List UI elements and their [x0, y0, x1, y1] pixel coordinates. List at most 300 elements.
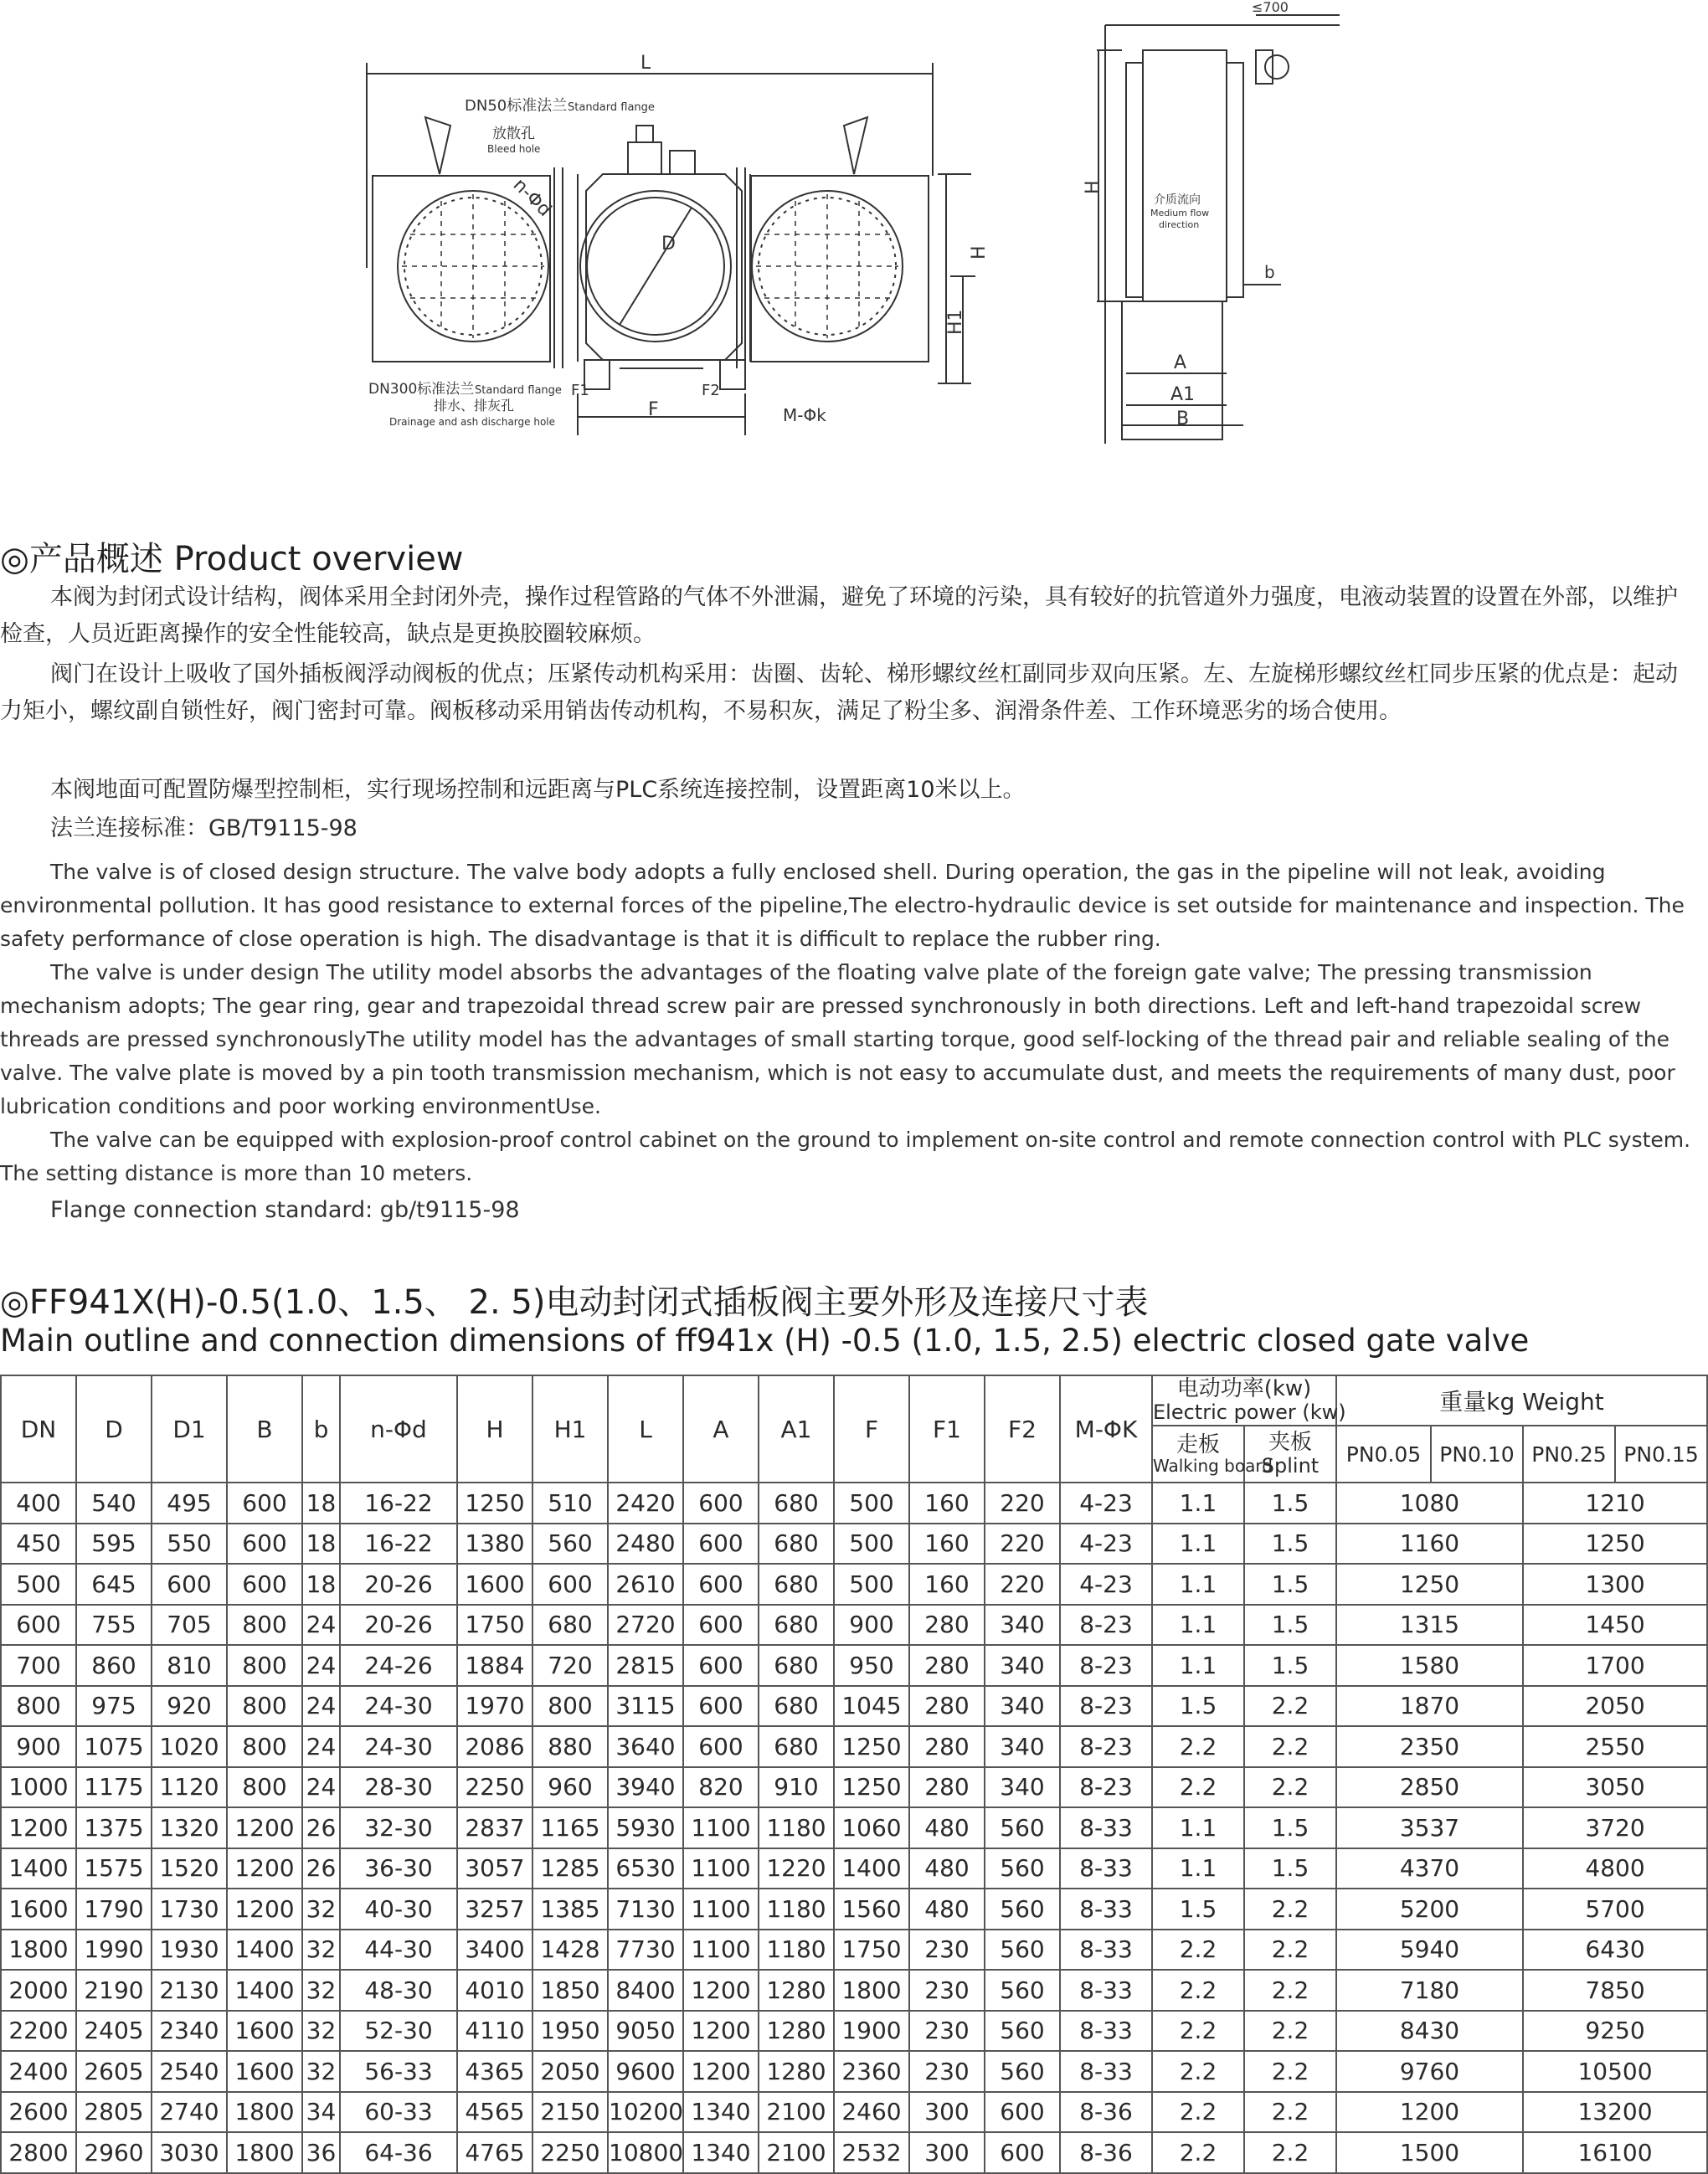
overview-cn-p1: 本阀为封闭式设计结构，阀体采用全封闭外壳，操作过程管路的气体不外泄漏，避免了环境的污染，具有较好的抗管道外力强度，电液动装置的设置在外部，以维护检查，人员近距离操作的安全性能较高，缺点是更换胶圈较麻烦。: [0, 584, 1678, 647]
table-cell: 4565: [457, 2092, 532, 2133]
pn-header: PN0.15: [1615, 1426, 1707, 1483]
table-cell: 4765: [457, 2132, 532, 2173]
table-cell: 24: [302, 1605, 340, 1646]
table-cell: 600: [227, 1564, 302, 1605]
table-cell: 680: [759, 1564, 834, 1605]
table-cell: 48-30: [340, 1970, 457, 2011]
technical-drawing: [0, 0, 1700, 502]
table-cell: 560: [985, 1889, 1060, 1930]
walking-board-cn: 走板: [1176, 1432, 1220, 1457]
table-cell: 860: [76, 1645, 152, 1686]
table-cell: 2815: [608, 1645, 683, 1686]
table-cell: 40-30: [340, 1889, 457, 1930]
table-cell: 480: [909, 1807, 985, 1848]
table-cell: 7180: [1336, 1970, 1523, 2011]
table-cell: 32: [302, 2051, 340, 2092]
table-cell: 2.2: [1244, 2132, 1336, 2173]
table-cell: 600: [683, 1645, 759, 1686]
table-cell: 1200: [227, 1848, 302, 1889]
table-cell: 2086: [457, 1726, 532, 1767]
overview-title: ◎产品概述 Product overview: [0, 540, 464, 578]
table-body: [1, 1483, 1707, 2173]
table-cell: 600: [1, 1605, 76, 1646]
table-cell: 2480: [608, 1524, 683, 1565]
table-cell: 2.2: [1244, 2051, 1336, 2092]
table-cell: 24-26: [340, 1645, 457, 1686]
table-cell: 3030: [152, 2132, 227, 2173]
table-row: [1, 1970, 1707, 2011]
table-cell: 950: [834, 1645, 909, 1686]
table-cell: 3640: [608, 1726, 683, 1767]
table-cell: 900: [834, 1605, 909, 1646]
table-cell: 2200: [1, 2011, 76, 2052]
table-row: [1, 1524, 1707, 1565]
table-cell: 8-23: [1060, 1767, 1152, 1808]
table-cell: 920: [152, 1686, 227, 1727]
dim-H1: H1: [945, 309, 966, 335]
table-cell: 3940: [608, 1767, 683, 1808]
table-cell: 8-36: [1060, 2132, 1152, 2173]
table-cell: 1750: [834, 1930, 909, 1971]
table-cell: 2.2: [1244, 2092, 1336, 2133]
label-nphid: n-Φd: [508, 174, 556, 221]
table-cell: 280: [909, 1767, 985, 1808]
table-cell: 1100: [683, 1930, 759, 1971]
table-cell: 64-36: [340, 2132, 457, 2173]
table-cell: 2610: [608, 1564, 683, 1605]
table-cell: 2837: [457, 1807, 532, 1848]
side-flow: 介质流向: [1154, 193, 1201, 207]
table-cell: 500: [834, 1564, 909, 1605]
table-cell: 400: [1, 1483, 76, 1524]
table-cell: 32: [302, 1970, 340, 2011]
table-cell: 3115: [608, 1686, 683, 1727]
table-cell: 1165: [532, 1807, 608, 1848]
table-cell: 1285: [532, 1848, 608, 1889]
table-cell: 36-30: [340, 1848, 457, 1889]
table-cell: 1600: [457, 1564, 532, 1605]
table-cell: 595: [76, 1524, 152, 1565]
table-cell: 60-33: [340, 2092, 457, 2133]
table-cell: 52-30: [340, 2011, 457, 2052]
table-cell: 1520: [152, 1848, 227, 1889]
table-cell: 1.1: [1152, 1524, 1244, 1565]
table-cell: 10200: [608, 2092, 683, 2133]
table-cell: 1400: [1, 1848, 76, 1889]
table-cell: 800: [227, 1645, 302, 1686]
table-cell: 280: [909, 1645, 985, 1686]
table-cell: 230: [909, 1970, 985, 2011]
label-drain-en: Drainage and ash discharge hole: [389, 416, 556, 428]
table-cell: 5940: [1336, 1930, 1523, 1971]
overview-cn-p4: 法兰连接标准：GB/T9115-98: [50, 815, 358, 841]
table-cell: 540: [76, 1483, 152, 1524]
table-cell: 560: [985, 2011, 1060, 2052]
col-header: b: [302, 1375, 340, 1483]
table-cell: 2960: [76, 2132, 152, 2173]
table-cell: 8-33: [1060, 2011, 1152, 2052]
overview-en-p2: The valve is under design The utility model absorbs the advantages of the floating valve plate of the foreign gate valve; The pressing transmission mechanism adopts; The gear ring, gear and trapezoidal thread screw pair are pressed synchronously in both directions. Left and left-hand trapezoidal screw threads are pressed synchronouslyThe utility model has the advantages of small starting torque, good self-locking of the thread pair and reliable sealing of the valve. The valve plate is moved by a pin tooth transmission mechanism, which is not easy to accumulate dust, and meets the requirements of many dust, poor lubrication conditions and poor working environmentUse.: [0, 960, 1675, 1118]
table-cell: 24: [302, 1767, 340, 1808]
table-cell: 32-30: [340, 1807, 457, 1848]
table-cell: 24-30: [340, 1726, 457, 1767]
table-cell: 1.5: [1244, 1605, 1336, 1646]
table-cell: 2340: [152, 2011, 227, 2052]
table-cell: 2.2: [1152, 2051, 1244, 2092]
table-cell: 2600: [1, 2092, 76, 2133]
table-cell: 1.5: [1152, 1686, 1244, 1727]
table-cell: 1.5: [1244, 1524, 1336, 1565]
table-cell: 1.5: [1244, 1848, 1336, 1889]
table-cell: 2605: [76, 2051, 152, 2092]
table-cell: 9050: [608, 2011, 683, 2052]
table-cell: 16100: [1523, 2132, 1707, 2173]
table-cell: 4-23: [1060, 1524, 1152, 1565]
table-cell: 1.1: [1152, 1605, 1244, 1646]
table-cell: 800: [227, 1726, 302, 1767]
table-cell: 2.2: [1152, 2092, 1244, 2133]
table-cell: 1.5: [1152, 1889, 1244, 1930]
table-cell: 9760: [1336, 2051, 1523, 2092]
pn-header: PN0.25: [1523, 1426, 1615, 1483]
table-cell: 8-23: [1060, 1686, 1152, 1727]
table-cell: 600: [985, 2132, 1060, 2173]
weight-header: 重量kg Weight: [1336, 1375, 1707, 1426]
table-cell: 5700: [1523, 1889, 1707, 1930]
table-cell: 2740: [152, 2092, 227, 2133]
table-cell: 4-23: [1060, 1564, 1152, 1605]
table-cell: 1930: [152, 1930, 227, 1971]
table-cell: 1315: [1336, 1605, 1523, 1646]
table-cell: 1340: [683, 2132, 759, 2173]
table-cell: 8-33: [1060, 1930, 1152, 1971]
table-cell: 1200: [227, 1889, 302, 1930]
table-cell: 910: [759, 1767, 834, 1808]
table-cell: 560: [985, 1807, 1060, 1848]
table-cell: 700: [1, 1645, 76, 1686]
table-cell: 24-30: [340, 1686, 457, 1727]
table-cell: 2.2: [1152, 1970, 1244, 2011]
table-row: [1, 1564, 1707, 1605]
table-cell: 1200: [683, 1970, 759, 2011]
label-dn50: DN50标准法兰: [465, 97, 568, 115]
table-cell: 2.2: [1152, 2011, 1244, 2052]
table-cell: 495: [152, 1483, 227, 1524]
table-cell: 300: [909, 2092, 985, 2133]
table-cell: 220: [985, 1564, 1060, 1605]
table-cell: 1175: [76, 1767, 152, 1808]
table-cell: 1200: [227, 1807, 302, 1848]
label-bleed-en: Bleed hole: [487, 143, 541, 155]
col-header: A: [683, 1375, 759, 1483]
power-header-cn: 电动功率(kw): [1176, 1376, 1312, 1401]
table-cell: 220: [985, 1524, 1060, 1565]
table-cell: 1730: [152, 1889, 227, 1930]
table-cell: 160: [909, 1524, 985, 1565]
table-cell: 800: [227, 1686, 302, 1727]
splint-en: Splint: [1261, 1454, 1320, 1478]
table-cell: 1600: [227, 2051, 302, 2092]
table-row: [1, 1807, 1707, 1848]
overview-en-p1: The valve is of closed design structure. The valve body adopts a fully enclosed shell. During operation, the gas in the pipeline will not leak, avoiding environmental pollution. It has good resistance to external forces of the pipeline,The electro-hydraulic device is set outside for maintenance and inspection. The safety performance of close operation is high. The disadvantage is that it is difficult to replace the rubber ring.: [0, 860, 1685, 951]
table-cell: 32: [302, 1930, 340, 1971]
table-cell: 500: [834, 1483, 909, 1524]
table-cell: 645: [76, 1564, 152, 1605]
table-cell: 600: [683, 1524, 759, 1565]
pn-header: PN0.10: [1431, 1426, 1523, 1483]
table-row: [1, 1767, 1707, 1808]
power-header-en: Electric power (kw): [1153, 1401, 1346, 1424]
table-cell: 2720: [608, 1605, 683, 1646]
table-cell: 1250: [1523, 1524, 1707, 1565]
table-cell: 600: [532, 1564, 608, 1605]
table-cell: 1990: [76, 1930, 152, 1971]
table-cell: 8-33: [1060, 1807, 1152, 1848]
table-cell: 450: [1, 1524, 76, 1565]
table-cell: 1280: [759, 2011, 834, 2052]
table-cell: 1900: [834, 2011, 909, 2052]
table-cell: 8-23: [1060, 1726, 1152, 1767]
table-cell: 13200: [1523, 2092, 1707, 2133]
table-cell: 600: [683, 1564, 759, 1605]
table-row: [1, 2011, 1707, 2052]
table-cell: 820: [683, 1767, 759, 1808]
table-cell: 2.2: [1244, 1767, 1336, 1808]
table-cell: 4365: [457, 2051, 532, 2092]
table-cell: 2000: [1, 1970, 76, 2011]
table-cell: 800: [227, 1767, 302, 1808]
dim-D: D: [661, 234, 676, 254]
power-header: [1152, 1375, 1346, 1426]
table-cell: 1100: [683, 1848, 759, 1889]
table-cell: 2.2: [1152, 2132, 1244, 2173]
table-cell: 1428: [532, 1930, 608, 1971]
table-cell: 1160: [1336, 1524, 1523, 1565]
table-cell: 560: [985, 2051, 1060, 2092]
table-cell: 1280: [759, 1970, 834, 2011]
table-cell: 1075: [76, 1726, 152, 1767]
table-cell: 26: [302, 1807, 340, 1848]
table-cell: 1080: [1336, 1483, 1523, 1524]
table-cell: 1250: [457, 1483, 532, 1524]
table-cell: 680: [759, 1524, 834, 1565]
table-cell: 1280: [759, 2051, 834, 2092]
table-cell: 2.2: [1244, 1970, 1336, 2011]
overview-cn-p3: 本阀地面可配置防爆型控制柜，实行现场控制和远距离与PLC系统连接控制，设置距离10米以上。: [50, 777, 1026, 803]
col-header: M-ΦK: [1060, 1375, 1152, 1483]
table-cell: 1970: [457, 1686, 532, 1727]
table-row: [1, 1889, 1707, 1930]
table-cell: 36: [302, 2132, 340, 2173]
table-cell: 1870: [1336, 1686, 1523, 1727]
table-cell: 1950: [532, 2011, 608, 2052]
table-cell: 4-23: [1060, 1483, 1152, 1524]
table-title-en: Main outline and connection dimensions of ff941x (H) -0.5 (1.0, 1.5, 2.5) electric closed gate valve: [0, 1323, 1530, 1359]
table-cell: 2360: [834, 2051, 909, 2092]
table-cell: 24: [302, 1645, 340, 1686]
table-cell: 32: [302, 2011, 340, 2052]
table-cell: 1800: [227, 2092, 302, 2133]
table-cell: 34: [302, 2092, 340, 2133]
table-cell: 28-30: [340, 1767, 457, 1808]
label-drain: 排水、排灰孔: [434, 398, 515, 414]
table-row: [1, 2132, 1707, 2173]
col-header: H1: [532, 1375, 608, 1483]
table-cell: 1340: [683, 2092, 759, 2133]
table-cell: 9250: [1523, 2011, 1707, 2052]
table-cell: 2.2: [1244, 1686, 1336, 1727]
table-cell: 900: [1, 1726, 76, 1767]
table-cell: 8-23: [1060, 1605, 1152, 1646]
table-cell: 6430: [1523, 1930, 1707, 1971]
table-cell: 2.2: [1244, 2011, 1336, 2052]
col-header: DN: [1, 1375, 76, 1483]
table-cell: 18: [302, 1483, 340, 1524]
table-cell: 1045: [834, 1686, 909, 1727]
table-cell: 1580: [1336, 1645, 1523, 1686]
table-cell: 280: [909, 1605, 985, 1646]
table-row: [1, 1848, 1707, 1889]
dim-H: H: [969, 245, 990, 260]
table-cell: 600: [683, 1605, 759, 1646]
table-cell: 1250: [834, 1726, 909, 1767]
table-cell: 2.2: [1244, 1726, 1336, 1767]
table-cell: 560: [985, 1930, 1060, 1971]
col-header: F: [834, 1375, 909, 1483]
table-cell: 2800: [1, 2132, 76, 2173]
table-cell: 8400: [608, 1970, 683, 2011]
table-cell: 2190: [76, 1970, 152, 2011]
table-cell: 6530: [608, 1848, 683, 1889]
table-cell: 3537: [1336, 1807, 1523, 1848]
table-cell: 1800: [227, 2132, 302, 2173]
table-cell: 8-33: [1060, 2051, 1152, 2092]
side-dim-A1: A1: [1170, 384, 1196, 405]
table-cell: 810: [152, 1645, 227, 1686]
table-cell: 280: [909, 1726, 985, 1767]
table-cell: 705: [152, 1605, 227, 1646]
table-cell: 1210: [1523, 1483, 1707, 1524]
table-cell: 1000: [1, 1767, 76, 1808]
table-cell: 1700: [1523, 1645, 1707, 1686]
table-cell: 1800: [834, 1970, 909, 2011]
table-cell: 20-26: [340, 1564, 457, 1605]
table-cell: 2.2: [1152, 1726, 1244, 1767]
table-cell: 1800: [1, 1930, 76, 1971]
table-cell: 4370: [1336, 1848, 1523, 1889]
col-header: A1: [759, 1375, 834, 1483]
table-cell: 1.1: [1152, 1483, 1244, 1524]
table-cell: 1180: [759, 1930, 834, 1971]
label-bleed: 放散孔: [492, 126, 535, 142]
table-cell: 960: [532, 1767, 608, 1808]
table-cell: 8-33: [1060, 1889, 1152, 1930]
side-dim-b: b: [1264, 262, 1275, 282]
table-cell: 4010: [457, 1970, 532, 2011]
table-cell: 1560: [834, 1889, 909, 1930]
table-cell: 600: [152, 1564, 227, 1605]
table-cell: 1060: [834, 1807, 909, 1848]
table-row: [1, 1726, 1707, 1767]
table-cell: 880: [532, 1726, 608, 1767]
table-cell: 340: [985, 1645, 1060, 1686]
table-cell: 2.2: [1244, 1930, 1336, 1971]
side-flow-en2: direction: [1159, 219, 1200, 230]
table-cell: 480: [909, 1889, 985, 1930]
table-cell: 1.5: [1244, 1483, 1336, 1524]
table-cell: 2460: [834, 2092, 909, 2133]
table-cell: 8-23: [1060, 1645, 1152, 1686]
table-cell: 1.1: [1152, 1645, 1244, 1686]
label-dn300: DN300标准法兰: [368, 381, 475, 398]
table-cell: 8-33: [1060, 1848, 1152, 1889]
col-header: L: [608, 1375, 683, 1483]
table-cell: 1250: [1336, 1564, 1523, 1605]
table-cell: 2.2: [1152, 1767, 1244, 1808]
table-cell: 44-30: [340, 1930, 457, 1971]
overview-cn-p2: 阀门在设计上吸收了国外插板阀浮动阀板的优点；压紧传动机构采用：齿圈、齿轮、梯形螺纹丝杠副同步双向压紧。左、左旋梯形螺纹丝杠同步压紧的优点是：起动力矩小，螺纹副自锁性好，阀门密封可靠。阀板移动采用销齿传动机构，不易积灰，满足了粉尘多、润滑条件差、工作环境恶劣的场合使用。: [0, 661, 1678, 724]
dim-MPhik: M-Φk: [783, 405, 826, 425]
table-cell: 600: [227, 1524, 302, 1565]
col-header: H: [457, 1375, 532, 1483]
splint-cn: 夹板: [1268, 1430, 1312, 1455]
overview-en-p3: The valve can be equipped with explosion-proof control cabinet on the ground to implement on-site control and remote connection control with PLC system. The setting distance is more than 10 meters.: [0, 1128, 1691, 1185]
table-cell: 800: [227, 1605, 302, 1646]
pn-header: PN0.05: [1336, 1426, 1431, 1483]
table-cell: 1320: [152, 1807, 227, 1848]
table-cell: 2850: [1336, 1767, 1523, 1808]
table-cell: 1385: [532, 1889, 608, 1930]
side-dim-700: ≤700: [1252, 0, 1289, 15]
table-cell: 230: [909, 2051, 985, 2092]
col-header: F2: [985, 1375, 1060, 1483]
table-cell: 3720: [1523, 1807, 1707, 1848]
table-cell: 4800: [1523, 1848, 1707, 1889]
table-cell: 20-26: [340, 1605, 457, 1646]
table-cell: 1100: [683, 1889, 759, 1930]
table-cell: 720: [532, 1645, 608, 1686]
table-cell: 5930: [608, 1807, 683, 1848]
table-cell: 7850: [1523, 1970, 1707, 2011]
table-title-cn: ◎FF941X(H)-0.5(1.0、1.5、 2. 5)电动封闭式插板阀主要外形及连接尺寸表: [0, 1283, 1149, 1322]
label-dn50-en: Standard flange: [568, 101, 655, 114]
table-cell: 2540: [152, 2051, 227, 2092]
table-cell: 24: [302, 1726, 340, 1767]
table-cell: 220: [985, 1483, 1060, 1524]
table-cell: 1850: [532, 1970, 608, 2011]
table-cell: 7730: [608, 1930, 683, 1971]
table-cell: 16-22: [340, 1483, 457, 1524]
table-cell: 680: [759, 1605, 834, 1646]
side-dim-B: B: [1176, 409, 1190, 429]
col-header: n-Φd: [340, 1375, 457, 1483]
walking-board-header: [1152, 1426, 1273, 1483]
table-cell: 280: [909, 1686, 985, 1727]
dim-F: F: [648, 399, 659, 420]
table-cell: 230: [909, 1930, 985, 1971]
dim-L: L: [640, 53, 651, 74]
table-cell: 500: [834, 1524, 909, 1565]
table-cell: 2.2: [1152, 1930, 1244, 1971]
table-cell: 680: [759, 1483, 834, 1524]
table-cell: 1400: [227, 1970, 302, 2011]
dim-F2: F2: [702, 382, 720, 399]
table-cell: 500: [1, 1564, 76, 1605]
table-cell: 680: [759, 1686, 834, 1727]
table-cell: 4110: [457, 2011, 532, 2052]
table-cell: 2405: [76, 2011, 152, 2052]
table-cell: 1300: [1523, 1564, 1707, 1605]
